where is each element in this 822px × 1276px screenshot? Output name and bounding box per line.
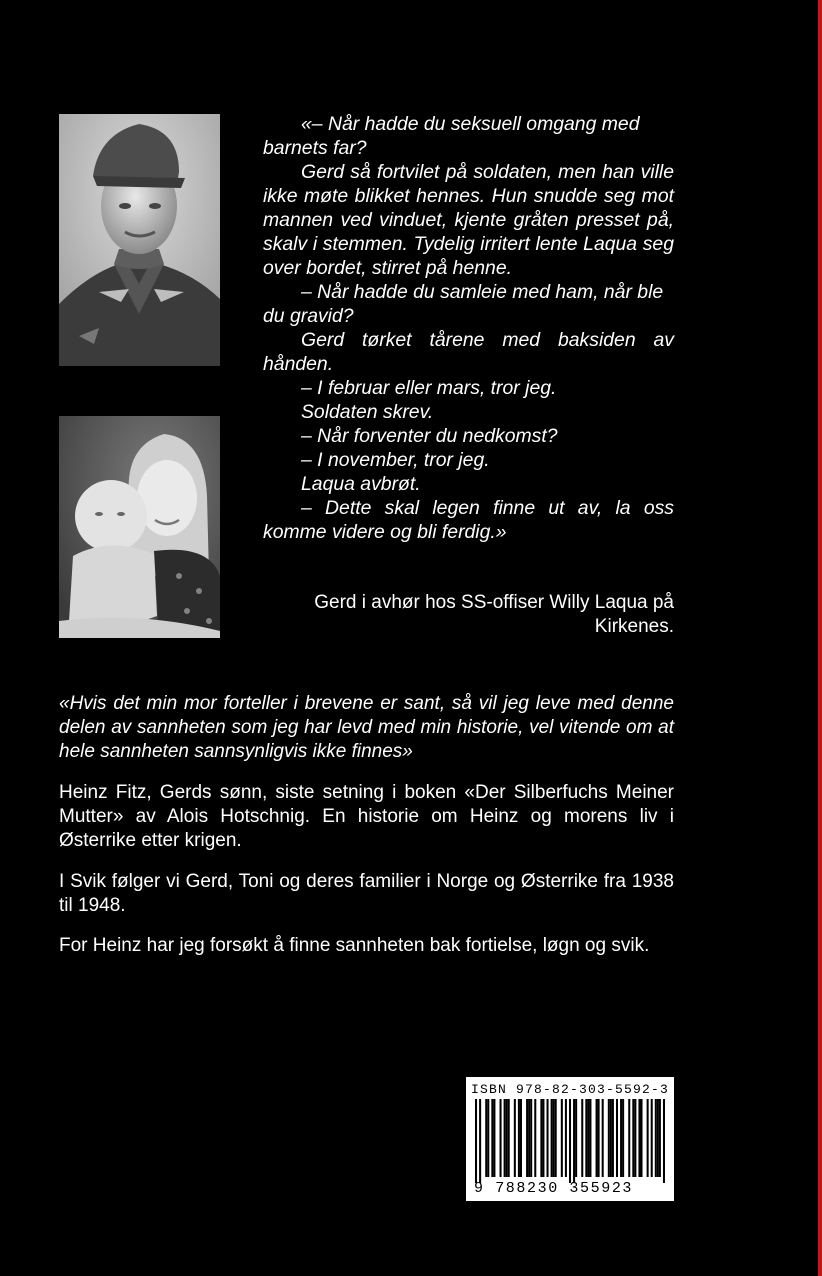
barcode-bars [475,1099,665,1183]
barcode-bar [573,1099,575,1183]
barcode-bar [622,1099,624,1177]
barcode-bar [540,1099,542,1177]
quote-line: – I november, tror jeg. [301,449,490,471]
barcode-bar [585,1099,587,1177]
barcode-bar [569,1099,571,1183]
quote-line: Gerd så fortvilet på soldaten, men han ville ikke møte blikket hennes. Hun snudde seg mot mannen ved vinduet, kjente gråten presset på, skalv i stemmen. Tydelig irritert lente Laqua seg over bordet, stirret på henne. [263,161,674,279]
barcode-bar [526,1099,528,1177]
heinz-attribution: Heinz Fitz, Gerds sønn, siste setning i boken «Der Silberfuchs Meiner Mutter» av Alois Hotschnig. En historie om Heinz og morens liv i Østerrike etter krigen. [59,782,674,851]
isbn-digits: 9 788230 355923 [474,1180,634,1197]
barcode-bar [575,1099,577,1177]
barcode-bar [547,1099,549,1177]
barcode-bar [632,1099,634,1177]
barcode-bar [561,1099,563,1177]
isbn-barcode [466,1077,674,1201]
barcode-bar [647,1099,649,1177]
barcode-bar [565,1099,567,1177]
mother-and-baby-photo [59,416,220,638]
isbn-label: ISBN 978-82-303-5592-3 [470,1082,670,1097]
barcode-bar [475,1099,477,1183]
barcode-bar [616,1099,618,1177]
quote-line: – Når hadde du samleie med ham, når ble du gravid? [263,281,664,327]
quote-line: Laqua avbrøt. [301,473,421,495]
barcode-bar [485,1099,487,1177]
barcode-bar [587,1099,589,1177]
barcode-bar [663,1099,665,1183]
quote-line: – Dette skal legen finne ut av, la oss komme videre og bli ferdig.» [263,497,674,543]
barcode-bar [598,1099,600,1177]
barcode-bar [551,1099,553,1177]
quote-line: Gerd tørket tårene med baksiden av hånden. [263,329,674,375]
quote-line: «– Når hadde du seksuell omgang med barnets far? [263,113,640,159]
barcode-bar [504,1099,506,1177]
barcode-bar [638,1099,640,1177]
barcode-bar [514,1099,516,1177]
barcode-bar [659,1099,661,1177]
svik-paragraph: I Svik følger vi Gerd, Toni og deres familier i Norge og Østerrike fra 1938 til 1948. [59,871,674,916]
barcode-bar [542,1099,544,1177]
quote-caption: Gerd i avhør hos SS-offiser Willy Laqua på Kirkenes. [314,592,674,637]
barcode-bar [620,1099,622,1177]
barcode-bar [479,1099,481,1183]
barcode-bar [506,1099,508,1177]
heinz-quote: «Hvis det min mor forteller i brevene er sant, så vil jeg leve med denne delen av sannheten som jeg har levd med min historie, vel vitende om at hele sannheten sannsynligvis ikke finnes» [59,693,674,762]
barcode-bar [581,1099,583,1177]
quote-line: Soldaten skrev. [301,401,434,423]
barcode-bar [487,1099,489,1177]
heinz-paragraph: For Heinz har jeg forsøkt å finne sannheten bak fortielse, løgn og svik. [59,935,650,956]
barcode-bar [596,1099,598,1177]
barcode-bar [534,1099,536,1177]
barcode-bar [500,1099,502,1177]
barcode-bar [508,1099,510,1177]
quote-line: – I februar eller mars, tror jeg. [301,377,557,399]
barcode-bar [612,1099,614,1177]
barcode-bar [493,1099,495,1177]
barcode-bar [657,1099,659,1177]
barcode-bar [520,1099,522,1177]
barcode-bar [555,1099,557,1177]
barcode-bar [491,1099,493,1177]
interrogation-quote [263,112,674,544]
barcode-bar [640,1099,642,1177]
barcode-bar [655,1099,657,1177]
soldier-portrait-photo [59,114,220,366]
barcode-bar [589,1099,591,1177]
barcode-bar [528,1099,530,1177]
barcode-bar [553,1099,555,1177]
spine-edge [818,0,822,1276]
barcode-bar [610,1099,612,1177]
barcode-bar [628,1099,630,1177]
barcode-bar [530,1099,532,1177]
barcode-bar [634,1099,636,1177]
quote-line: – Når forventer du nedkomst? [301,425,558,447]
barcode-bar [608,1099,610,1177]
barcode-bar [651,1099,653,1177]
barcode-bar [518,1099,520,1177]
barcode-bar [602,1099,604,1177]
